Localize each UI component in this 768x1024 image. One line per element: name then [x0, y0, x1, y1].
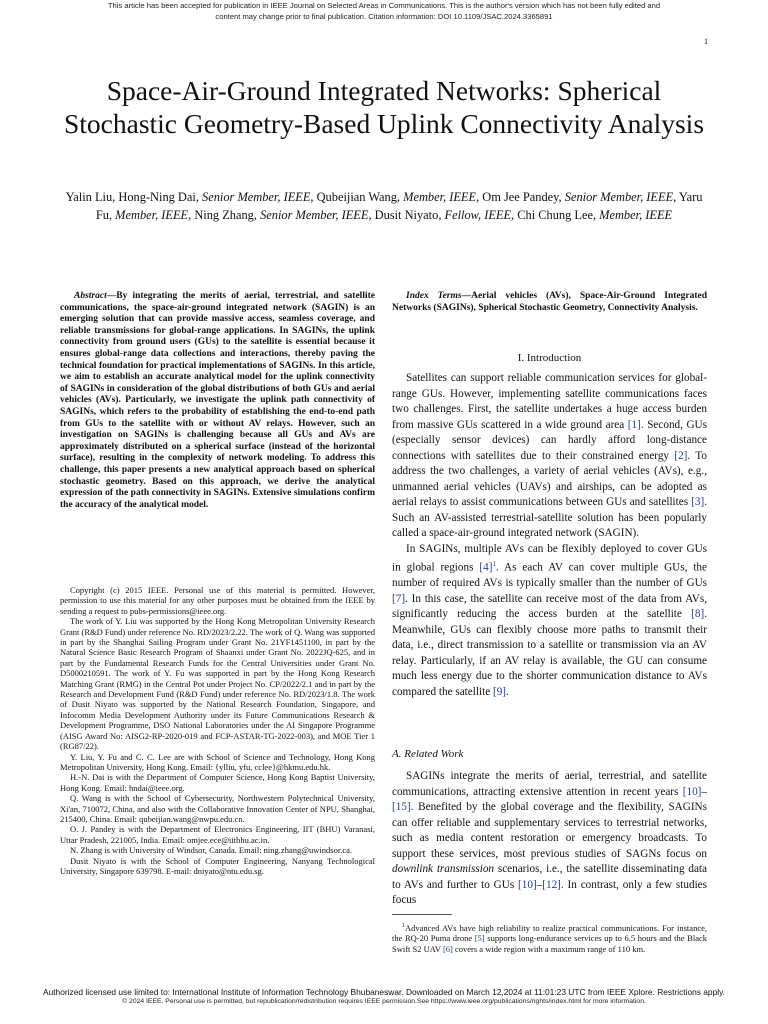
related-paragraph — [392, 769, 707, 909]
text-run: supports long-endurance services up to 6.5 hours and the Black Swift S2 UAV — [392, 933, 707, 955]
citation-link[interactable]: [15] — [392, 801, 411, 813]
author-role: Senior Member, IEEE — [564, 190, 674, 204]
affiliation-note: H.-N. Dai is with the Department of Computer Science, Hong Kong Baptist University, Hong Kong. Email: hndai@ieee.org. — [60, 772, 375, 793]
author-name: , Qubeijian Wang, — [310, 190, 404, 204]
publication-banner — [0, 0, 768, 22]
funding-note: The work of Y. Liu was supported by the Hong Kong Metropolitan University Research Grant (R&D Fund) under reference No. RD/2023/2.22. The work of Q. Wang was supported in part by the Shanghai Sailing Program under Grant No. 21YF1451100, in part by the Natural Science Basic Research Program of Shaanxi under Grant No. 2022JQ-625, and in part by the Fundamental Research Funds for the Central Universities under Grant No. D5000210591. The work of Y. Fu was supported in part by the Hong Kong Research Matching Grant (RMG) in the Central Pot under Project No. CP/2022/2.1 and in part by the Research and Development Fund (R&D Fund) under reference No. RD/2023/1.8. The work of Dusit Niyato was supported by the National Research Foundation, Singapore, and Infocomm Media Development Authority under its Future Communications Research & Development Programme, DSO National Laboratories under the AI Singapore Programme (AISG Award No: AISG2-RP-2020-019 and FCP-ASTAR-TG-2022-003), and MOE Tier 1 (RG87/22). — [60, 616, 375, 752]
text-run: Advanced AVs have high reliability to realize practical communications. For instance, the RQ-20 Puma drone — [392, 922, 707, 944]
index-terms-lead: Index Terms — [406, 291, 462, 301]
text-run: . Meanwhile, GUs can flexibly choose more paths to transmit their data, i.e., direct transmission to a satellite or transmission via an AV relay. Particularly, if an AV relay is available, the GU can consume much less energy due to the shorter communication distance to AVs compared the satellite — [392, 608, 707, 698]
author-role: Member, IEEE — [115, 208, 189, 222]
affiliation-note: Y. Liu, Y. Fu and C. C. Lee are with School of Science and Technology, Hong Kong Metropolitan University, Hong Kong. Email: {ylliu, yfu, cclee}@hkmu.edu.hk. — [60, 751, 375, 772]
citation-link[interactable]: [7] — [392, 592, 406, 605]
text-run: Satellites can support reliable communication services for global-range GUs. However, implementing satellite communications faces two challenges. First, the satellite undertakes a huge access burden from massive GUs scattered in a wide ground area — [392, 372, 707, 431]
citation-link[interactable]: [4] — [479, 561, 493, 574]
author-name: Hong-Ning Dai, — [118, 190, 203, 204]
citation-link[interactable]: [1] — [627, 418, 641, 431]
intro-paragraph-2 — [392, 542, 707, 701]
text-run: . Such an AV-assisted terrestrial-satellite solution has been popularly called a space-air-ground integrated network (SAGIN). — [392, 496, 707, 539]
citation-link[interactable]: [10] — [518, 878, 537, 891]
banner-line-1: This article has been accepted for publication in IEEE Journal on Selected Areas in Communications. This is the author's version which has not been fully edited and — [107, 1, 661, 10]
text-run: . Benefited by the global coverage and the flexibility, SAGINs can offer reliable and supplementary services to terrestrial networks, such as media content restoration or emergency broadcasts. To support these services, most previous studies of SAGNs focus on — [392, 801, 707, 860]
citation-link[interactable]: [12] — [542, 878, 561, 891]
affiliation-note: N. Zhang is with University of Windsor, Canada. Email: ning.zhang@uwindsor.ca. — [70, 845, 353, 856]
author-name: Yalin Liu, — [65, 190, 119, 204]
citation-link[interactable]: [6] — [442, 944, 453, 955]
footnote-marker[interactable]: 1 — [492, 560, 496, 568]
text-run: . Second, GUs (especially sensor devices) can hardly afford long-distance connections with satellites due to their constrained energy — [392, 418, 707, 462]
text-run: – — [536, 878, 543, 891]
author-role: Fellow, IEEE — [444, 208, 512, 222]
text-run: . As each AV can cover multiple GUs, the number of required AVs is typically smaller than the number of GUs — [392, 561, 707, 590]
text-run: . In this case, the satellite can receive most of the data from AVs, significantly reducing the access burden at the satellite — [392, 592, 707, 621]
text-run: SAGINs integrate the merits of aerial, terrestrial, and satellite communications, attracting extensive attention in recent years — [392, 770, 707, 798]
citation-link[interactable]: [5] — [474, 933, 485, 944]
index-terms-text: —Aerial vehicles (AVs), Space-Air-Ground Integrated Networks (SAGINs), Spherical Stochastic Geometry, Connectivity Analysis. — [392, 291, 707, 313]
author-name: , Yaru Fu, — [95, 190, 703, 222]
author-list — [60, 188, 708, 224]
affiliation-note: O. J. Pandey is with the Department of Electronics Engineering, IIT (BHU) Varanasi, Uttar Pradesh, 221005, India. Email: omjee.ece@iitbhu.ac.in. — [60, 824, 375, 845]
text-run: – — [701, 785, 707, 798]
paper-title: Space-Air-Ground Integrated Networks: Spherical Stochastic Geometry-Based Uplink Connectivity Analysis — [63, 75, 705, 139]
index-terms — [392, 291, 707, 314]
text-run: In SAGINs, multiple AVs can be flexibly deployed to cover GUs in global regions — [392, 542, 707, 574]
citation-link[interactable]: [10] — [682, 785, 702, 798]
intro-paragraph-1 — [392, 371, 707, 542]
affiliation-note: Dusit Niyato is with the School of Computer Engineering, Nanyang Technological University, Singapore 639798. E-mail: dniyato@ntu.edu.sg. — [60, 855, 375, 876]
author-role: Member, IEEE — [599, 208, 673, 222]
author-role: Member, IEEE — [403, 190, 477, 204]
first-page-notes — [60, 585, 375, 876]
text-run: . To address the two challenges, a variety of aerial vehicles (AVs), e.g., unmanned aerial vehicles (UAVs) and airships, can be adopted as aerial relays to assist communications between GUs and satellites — [392, 449, 707, 508]
author-role: Senior Member, IEEE — [260, 208, 369, 222]
section-heading-introduction: I. Introduction — [517, 352, 582, 364]
text-run: scenarios, i.e., the satellite disseminating data to AVs and further to GUs — [392, 863, 707, 891]
introduction-body — [392, 371, 707, 700]
copyright-note: Copyright (c) 2015 IEEE. Personal use of this material is permitted. However, permission to use this material for any other purposes must be obtained from the IEEE by sending a request to pubs-permissions@ieee.org. — [60, 585, 375, 616]
text-run: . In contrast, only a few studies focus — [392, 878, 707, 906]
citation-link[interactable]: [3] — [691, 496, 705, 508]
author-name: , Om Jee Pandey, — [476, 190, 565, 204]
text-run: . — [506, 685, 509, 698]
page-number: 1 — [704, 37, 708, 46]
author-name: , Dusit Niyato, — [368, 208, 445, 222]
emphasis-text: downlink transmission — [392, 863, 495, 875]
citation-link[interactable]: [9] — [492, 685, 507, 698]
citation-link[interactable]: [2] — [674, 449, 688, 462]
citation-link[interactable]: [8] — [691, 608, 705, 621]
related-work-body — [392, 769, 707, 909]
footnote-divider — [392, 914, 452, 915]
footnote-number: 1 — [402, 923, 405, 929]
author-role: Senior Member, IEEE — [202, 190, 311, 204]
affiliation-note: Q. Wang is with the School of Cybersecurity, Northwestern Polytechnical University, Xi'an, 710072, China, and also with the Collaborative Innovation Center of NPU, Shanghai, 215400, China. Email: qubeijian.wang@nwpu.edu.cn. — [60, 793, 375, 824]
abstract-text: —By integrating the merits of aerial, terrestrial, and satellite communications, the space-air-ground integrated network (SAGIN) is an emerging solution that can provide massive access, seamless coverage, and reliable transmissions for global-range applications. In SAGINs, the uplink connectivity from ground users (GUs) to the satellite is essential because it ensures global-range data collections and interactions, thereby paving the technical foundation for practical implementations of SAGINs. In this article, we aim to establish an accurate analytical model for the uplink connectivity of SAGINs in consideration of the global distributions of both GUs and aerial vehicles (AVs). Particularly, we investigate the uplink path connectivity of SAGINs, which refers to the probability of establishing the end-to-end path from GUs to the satellite with or without AV relays. However, such an investigation on SAGINs is challenging because all GUs and AVs are approximately distributed on a spherical surface (instead of the horizontal surface), resulting in the complexity of network modeling. To address this challenge, this paper presents a new analytical approach based on spherical stochastic geometry. Based on this approach, we derive the analytical expression of the path connectivity in SAGINs. Extensive simulations confirm the accuracy of the analytical model. — [60, 291, 375, 510]
banner-line-2: content may change prior to final publication. Citation information: DOI 10.1109/JSAC.2024.3365891 — [215, 12, 553, 21]
abstract-lead: Abstract — [74, 291, 107, 301]
text-run: covers a wide region with a maximum range of 110 km. — [452, 944, 646, 955]
footnote — [392, 921, 707, 955]
license-footer: Authorized licensed use limited to: International Institute of Information Technology Bhubaneswar. Downloaded on March 12,2024 at 11:01:23 UTC from IEEE Xplore. Restrictions apply. — [42, 987, 725, 997]
subsection-heading-related-work: A. Related Work — [392, 748, 464, 760]
author-name: , Ning Zhang, — [188, 208, 261, 222]
abstract — [60, 291, 375, 511]
author-name: , Chi Chung Lee, — [511, 208, 600, 222]
copyright-footer: © 2024 IEEE. Personal use is permitted, but republication/redistribution requires IEEE permission.See https://www.ieee.org/publications/rights/index.html for more information. — [122, 998, 646, 1005]
